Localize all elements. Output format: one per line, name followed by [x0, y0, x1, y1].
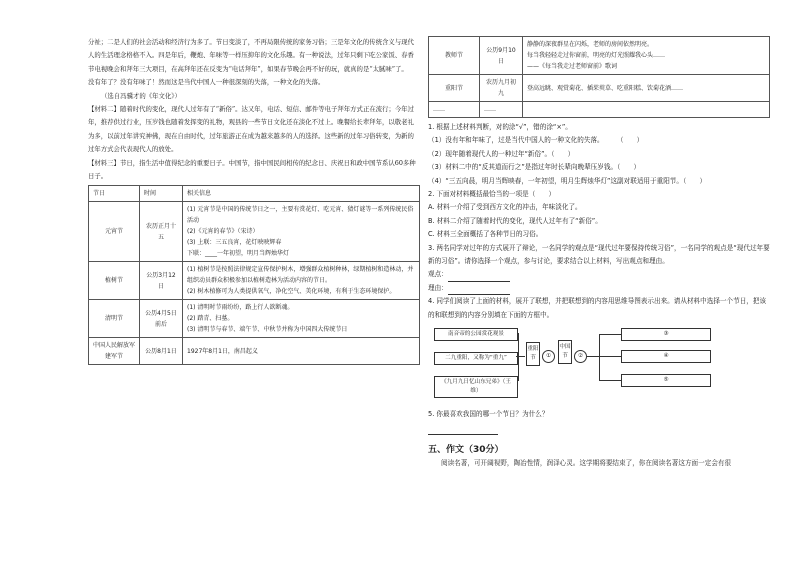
question-2: 2. 下面对材料概括最恰当的一项是（ ）: [428, 190, 556, 199]
festival-info: [183, 202, 420, 262]
question-5: 5. 你最喜欢我国的哪一个节日？为什么？: [428, 410, 549, 419]
option-b: B. 材料二介绍了随着时代的变化，现代人过年有了“新俗”。: [428, 216, 602, 225]
map-left-item-2: 二九重阳，又称为“重九”: [434, 352, 518, 365]
festival-time: 公历8月1日: [140, 338, 183, 365]
info-line: 每当我轻轻走过你窗前，明亮的灯光照耀我心头……: [527, 52, 666, 59]
festival-time: 公历3月12日: [140, 262, 183, 300]
reason-answer-blank[interactable]: [448, 286, 510, 295]
map-right-box-5[interactable]: ⑤: [621, 374, 711, 387]
connector: [599, 380, 621, 381]
festival-time: 农历九月初九: [480, 75, 523, 102]
view-line: 观点：: [428, 268, 770, 281]
table-header-row: [89, 186, 420, 202]
map-center-left: 重阳节: [526, 342, 540, 366]
info-line: 下联：____一年初望，明月当辉烛华灯: [187, 250, 290, 258]
connector: [599, 334, 621, 335]
question-1: 1. 根据上述材料判断，对的涂“√”，错的涂“×”。: [428, 123, 572, 131]
map-center-right: 中国节: [558, 340, 572, 364]
essay-prompt: 阅读名著，可开阔视野，陶冶性情，润泽心灵。这学期将要结束了，你在阅读名著这方面一定会有很: [441, 458, 732, 467]
left-column: [88, 36, 420, 365]
map-left-item-3: 《九月九日忆山东兄弟》（王维）: [434, 376, 518, 398]
table-row: [429, 37, 770, 75]
question-1-item: （3）材料二中的“反其道而行之”是指过年时长辈向晚辈压岁钱。（ ）: [428, 163, 641, 172]
festival-info: 登高远眺、观赏菊花、插茱萸草、吃重阳糕、饮菊花酒……: [523, 75, 770, 102]
info-line: 1927年8月1日，南昌起义: [187, 347, 258, 355]
festival-table-right: [428, 36, 770, 118]
material-two-text: 【材料二】随着时代的变化，现代人过年有了“新俗”。达又年，电话、短信、邮件等电子拜年方式正在流行；今年过年，推荐供过行业，压岁钱也随着发挥变的礼物，观县的一些节日文化还在淡化不过上。晚餐给长辈拜年，以敬老礼为多，以前过年讲究神佛，现在自由时代，过年旅游正在成为越来越多的人的选择。这些新的过年习俗转变，为新的过年方式会代表现代人的放处。: [88, 105, 415, 154]
header-time: 时间: [140, 186, 183, 202]
material-one-text: 分祉；二是人们的社会活动和经济行为多了。节日变淡了，不再局限传统的家务习俗；三是年文化的传统含义与现代人的生活理念格格不入。四是年后，鞭炮、年味等一样压抑年的文化乐趣。有一种说法，过年只剩下吃公家饭、春香节电视晚会和拜年三大项目，在高拜年还在反变为“电话拜年”，如果春节晚会再不好的玩，就真的是“太腻味”了。: [88, 38, 414, 73]
festival-name: 清明节: [89, 300, 140, 338]
question-1-item: （1）没有年和年味了，过是当代中国人的一种文化的失落。 （ ）: [428, 136, 644, 145]
question-1-item: （2）现年随着现代人的一种过年“新俗”。（ ）: [428, 149, 575, 158]
reason-line: 理由：: [428, 282, 770, 295]
table-row: [89, 262, 420, 300]
header-info: 相关信息: [183, 186, 420, 202]
connector: [518, 333, 519, 381]
info-line: ——《每当我走过老师窗前》歌词: [527, 63, 618, 70]
material-three-text: 【材料三】节日，指生活中值得纪念的重要日子。中国节，指中国民间相传的纪念日、庆祝日和政中国节系认60多种日子。: [88, 158, 416, 181]
info-line: (3) 清明节与春节、端午节、中秋节并称为中国四大传统节日: [187, 326, 348, 334]
table-row: [429, 75, 770, 102]
info-line: 静静的深夜群星在闪烁，老师的房间依然明亮。: [527, 41, 654, 48]
table-row: [89, 202, 420, 262]
info-line: (2)《元宵的春节》（宋诗）: [187, 228, 259, 236]
info-line: (2) 树木植修可为人类提供氧气，净化空气、美化环境，有利于生态环境保护。: [187, 288, 396, 296]
option-c: C. 材料三全面概括了各种节日的习俗。: [428, 230, 543, 239]
info-line: (3) 上联：三五良宵，花灯映映辉春: [187, 239, 282, 247]
header-festival: 节日: [89, 186, 140, 202]
table-row: [429, 102, 770, 118]
festival-info: [183, 338, 420, 365]
mind-map: [428, 326, 770, 408]
festival-name: 中国人民解放军建军节: [89, 338, 140, 365]
answer-paren[interactable]: （ ）: [620, 136, 644, 145]
connector: [587, 356, 599, 357]
option-a: A. 材料一介绍了受到西方文化的冲击，年味淡化了。: [428, 203, 582, 212]
festival-info: [183, 300, 420, 338]
festival-info: [523, 37, 770, 75]
festival-name: 元宵节: [89, 202, 140, 262]
table-row: [89, 338, 420, 365]
info-line: (2) 踏青、扫墓。: [187, 315, 234, 323]
table-row: [89, 300, 420, 338]
info-line: (1) 植树节是按照法律规定宣传保护树木，增强群众植树种林，绿期植树和造林动，并组织动员群众积极参加以植树造林为活动内容的节日。: [187, 266, 414, 285]
question-3: 3. 两名同学对过年的方式展开了辩论，一名同学的观点是“现代过年要保持传统习俗”，一名同学的观点是“现代过年要新的习俗”。请你选择一个观点，参与讨论，要求结合以上材料，写出观点和理由。: [428, 243, 770, 266]
festival-time: ……: [480, 102, 523, 118]
view-answer-blank[interactable]: [448, 273, 510, 282]
festival-name: 重阳节: [429, 75, 480, 102]
festival-time: 农历正月十五: [140, 202, 183, 262]
connector: [516, 356, 525, 357]
festival-table-left: [88, 185, 420, 365]
festival-name: 植树节: [89, 262, 140, 300]
connector: [599, 334, 600, 380]
festival-time: 公历9月10日: [480, 37, 523, 75]
section-title: 五、作文（30分）: [428, 444, 504, 455]
q5-answer-blank[interactable]: [428, 426, 498, 435]
festival-name: ……: [429, 102, 480, 118]
connector: [599, 356, 621, 357]
map-right-box-3[interactable]: ③: [621, 328, 711, 341]
material-one-source: （选自冯骥才的《年文化》）: [101, 91, 181, 100]
material-one-conclusion: 没有年了？没有年味了！然而这是当代中国人一种很深刻的失落，一种文化的失落。: [88, 78, 325, 87]
festival-name: 教师节: [429, 37, 480, 75]
info-line: (1) 元宵节是中国的传统节日之一，主要有赏花灯、吃元宵、猜灯谜等一系列传统民俗活动: [187, 206, 414, 225]
festival-info: [183, 262, 420, 300]
map-right-box-4[interactable]: ④: [621, 350, 711, 363]
map-node-2[interactable]: ②: [574, 350, 587, 363]
question-1-item: （4）“三五向晨，明月当辉映春，一年初望，明月生辉烛华灯”这副对联适用于重阳节。（ ）: [428, 176, 707, 185]
map-left-item-1: 南音帝的公园赏花观景: [434, 328, 518, 341]
q5-answer-line: [428, 422, 770, 435]
festival-info: [523, 102, 770, 118]
info-line: (1) 清明时节雨纷纷，路上行人欲断魂。: [187, 304, 294, 312]
map-node-1[interactable]: ①: [542, 350, 555, 363]
festival-time: 公历4月5日前后: [140, 300, 183, 338]
right-column: [428, 36, 770, 470]
question-4: 4. 同学们阅读了上面的材料，展开了联想，并把联想到的内容用思维导图表示出来。请从材料中选择一个节日，把该的和联想到的内容分别填在下面的方框中。: [428, 297, 767, 319]
